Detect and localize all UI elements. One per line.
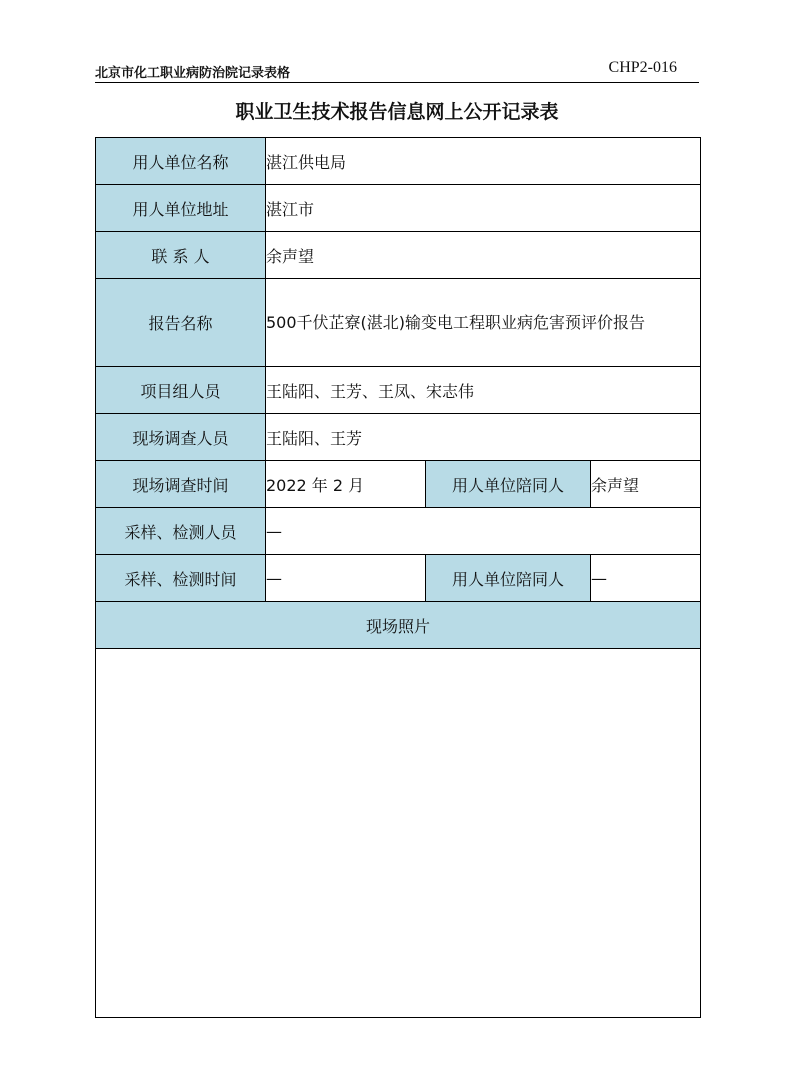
survey-companion-value: 余声望	[591, 461, 701, 508]
sampling-staff-label: 采样、检测人员	[96, 508, 266, 555]
page-title: 职业卫生技术报告信息网上公开记录表	[235, 101, 559, 123]
employer-address-value: 湛江市	[266, 185, 701, 232]
row-photos-area	[96, 649, 701, 1018]
row-report-name	[96, 279, 701, 367]
employer-name-value: 湛江供电局	[266, 138, 701, 185]
survey-staff-value: 王陆阳、王芳	[266, 414, 701, 461]
sampling-staff-value: —	[266, 508, 701, 555]
sampling-companion-value: —	[591, 555, 701, 602]
survey-time-value: 2022 年 2 月	[266, 461, 426, 508]
employer-name-label: 用人单位名称	[96, 138, 266, 185]
row-photos-header	[96, 602, 701, 649]
row-survey-staff	[96, 414, 701, 461]
survey-time-label: 现场调查时间	[96, 461, 266, 508]
row-sampling-time	[96, 555, 701, 602]
organization-name: 北京市化工职业病防治院记录表格	[95, 66, 291, 81]
sampling-time-value: —	[266, 555, 426, 602]
form-code: CHP2-016	[608, 59, 677, 76]
page-header	[95, 58, 699, 83]
employer-address-label: 用人单位地址	[96, 185, 266, 232]
row-contact	[96, 232, 701, 279]
sampling-time-label: 采样、检测时间	[96, 555, 266, 602]
sampling-companion-label: 用人单位陪同人	[426, 555, 591, 602]
row-sampling-staff	[96, 508, 701, 555]
contact-value: 余声望	[266, 232, 701, 279]
row-team	[96, 367, 701, 414]
report-name-value: 500千伏芷寮(湛北)输变电工程职业病危害预评价报告	[266, 279, 701, 367]
row-survey-time	[96, 461, 701, 508]
row-employer-name	[96, 138, 701, 185]
survey-staff-label: 现场调查人员	[96, 414, 266, 461]
photos-label: 现场照片	[96, 602, 701, 649]
team-label: 项目组人员	[96, 367, 266, 414]
record-form-table	[95, 137, 701, 1018]
row-employer-address	[96, 185, 701, 232]
team-value: 王陆阳、王芳、王凤、宋志伟	[266, 367, 701, 414]
survey-companion-label: 用人单位陪同人	[426, 461, 591, 508]
photos-area	[96, 649, 701, 1018]
report-name-label: 报告名称	[96, 279, 266, 367]
contact-label: 联 系 人	[96, 232, 266, 279]
